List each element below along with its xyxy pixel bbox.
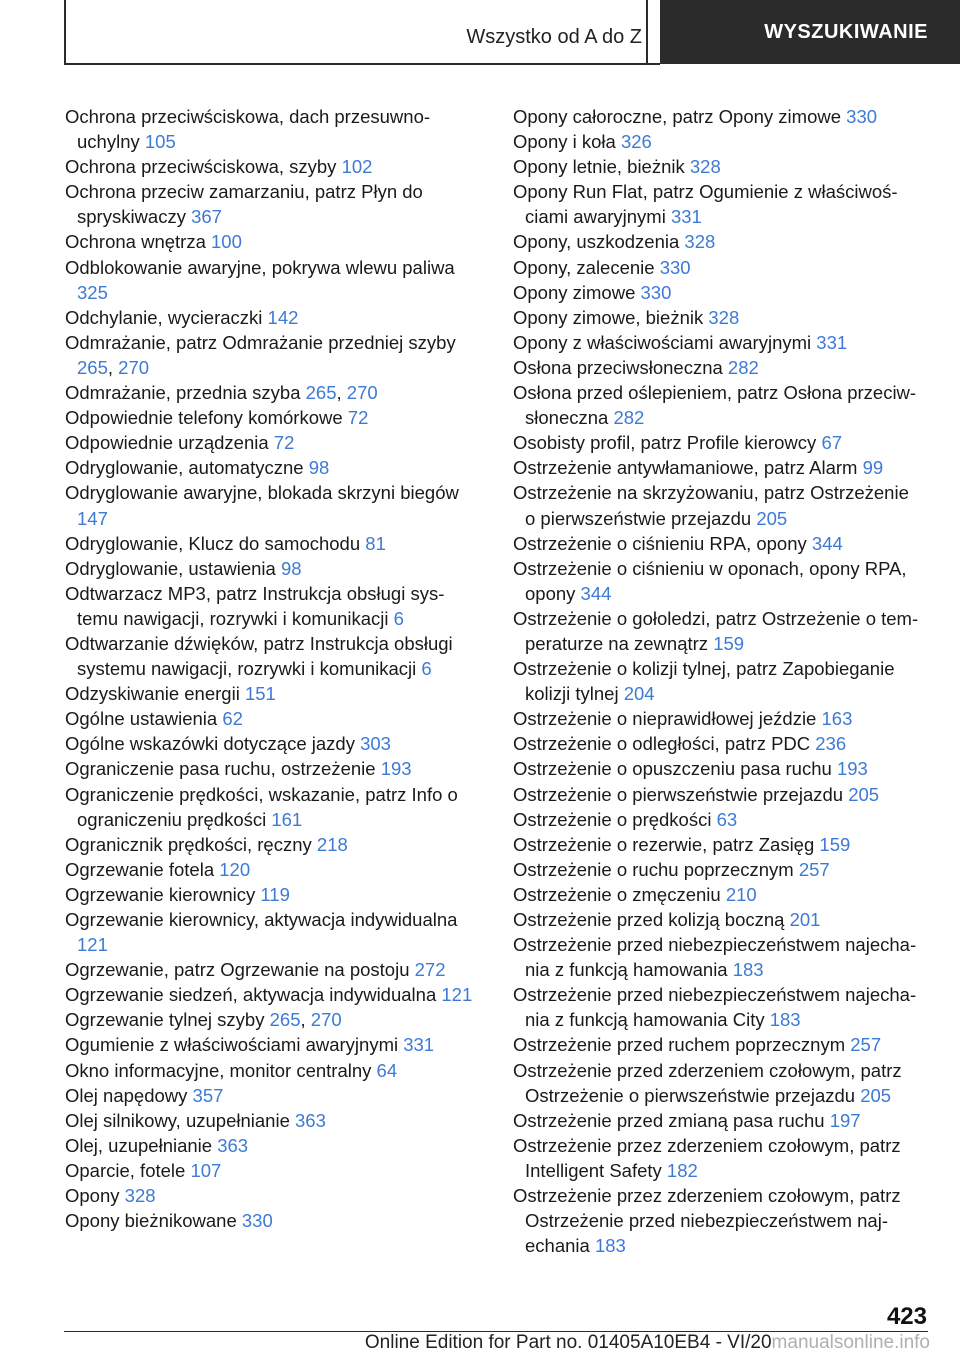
- index-entry: [65, 179, 475, 229]
- page-link[interactable]: 330: [640, 281, 672, 303]
- index-entry: [65, 857, 475, 882]
- index-entry-text: Opony, zalecenie: [513, 256, 655, 278]
- page-link[interactable]: 64: [376, 1059, 398, 1081]
- page-link[interactable]: 142: [267, 306, 299, 328]
- page-link[interactable]: 328: [124, 1185, 156, 1207]
- index-entry: [65, 1158, 475, 1183]
- page-link[interactable]: 193: [380, 758, 412, 780]
- page-link[interactable]: 183: [594, 1235, 626, 1257]
- index-entry-text: Olej silnikowy, uzupełnianie: [65, 1109, 290, 1131]
- index-entry-text: Opony zimowe, bieżnik: [513, 306, 704, 328]
- index-entry: [65, 706, 475, 731]
- index-entry-text: Opony bieżnikowane: [65, 1210, 237, 1232]
- index-entry-text: Ostrzeżenie o ruchu poprzecznym: [513, 858, 794, 880]
- index-entry-text: Ostrzeżenie przed niebezpieczeństwem najechania z funkcją hamowania City: [513, 984, 917, 1031]
- page-link[interactable]: 159: [713, 632, 745, 654]
- page-link[interactable]: 328: [708, 306, 740, 328]
- index-entry-text: Ochrona przeciw zamarzaniu, patrz Płyn do spryskiwaczy: [65, 181, 423, 228]
- index-entry-text: Odmrażanie, patrz Odmrażanie przedniej szyby: [65, 331, 456, 353]
- index-entry-text: Odzyskiwanie energii: [65, 683, 240, 705]
- page-link[interactable]: 330: [846, 106, 878, 127]
- page-link[interactable]: 265: [269, 1009, 301, 1031]
- page-link[interactable]: 193: [836, 758, 868, 780]
- page-link[interactable]: 121: [77, 934, 108, 956]
- page-link[interactable]: 120: [219, 858, 251, 880]
- index-entry-text: Odpowiednie telefony komórkowe: [65, 407, 343, 429]
- index-entry-text: Opony letnie, bieżnik: [513, 156, 685, 178]
- index-entry-text: Ogólne wskazówki dotyczące jazdy: [65, 733, 355, 755]
- index-entry-text: Odryglowanie, ustawienia: [65, 557, 276, 579]
- page-link[interactable]: 205: [848, 783, 880, 805]
- index-entry-text: Ostrzeżenie o zmęczeniu: [513, 883, 721, 905]
- index-entry: [65, 782, 475, 832]
- index-entry: Odmrażanie, patrz Odmrażanie przedniej szyby 265, 270: [65, 331, 456, 378]
- index-entry: [513, 606, 923, 656]
- page-link[interactable]: 363: [295, 1109, 326, 1131]
- page-link[interactable]: 105: [144, 131, 176, 153]
- page-link[interactable]: 201: [789, 909, 821, 930]
- index-entry-text: Ogrzewanie, patrz Ogrzewanie na postoju: [65, 959, 410, 981]
- index-entry: Odmrażanie, przednia szyba 265, 270: [65, 382, 378, 404]
- page-link[interactable]: 98: [280, 557, 302, 579]
- page-link[interactable]: 183: [769, 1009, 801, 1031]
- index-entry: [513, 154, 923, 179]
- index-entry: [513, 832, 923, 857]
- page-link[interactable]: 62: [222, 708, 243, 730]
- section-title-tab[interactable]: Wszystko od A do Z: [466, 26, 642, 48]
- page-link[interactable]: 357: [192, 1084, 224, 1106]
- index-entry: [65, 882, 475, 907]
- index-entry: [513, 656, 923, 706]
- index-entry: [65, 154, 475, 179]
- index-entry: [65, 305, 475, 330]
- footer-edition-text: Online Edition for Part no. 01405A10EB4 - VI/20: [364, 1332, 772, 1353]
- index-entry: [513, 129, 923, 154]
- page-link[interactable]: 6: [421, 658, 432, 680]
- index-entry-text: Osłona przed oślepieniem, patrz Osłona przeciwsłoneczna: [513, 382, 917, 429]
- index-entry-text: Oparcie, fotele: [65, 1159, 186, 1181]
- page-link[interactable]: 99: [862, 457, 884, 479]
- index-entry: [65, 1108, 475, 1133]
- index-entry: [513, 706, 923, 731]
- index-entry: [513, 255, 923, 280]
- index-entry-text: Ochrona przeciwściskowa, dach przesuwnouchylny: [65, 106, 431, 153]
- index-entry-text: Ogrzewanie fotela: [65, 858, 215, 880]
- index-entry: [513, 430, 923, 455]
- index-entry: [65, 756, 475, 781]
- index-entry-text: Ostrzeżenie o prędkości: [513, 808, 712, 830]
- index-entry-text: Odtwarzanie dźwięków, patrz Instrukcja obsługi systemu nawigacji, rozrywki i komunikacji: [65, 632, 453, 680]
- index-entry-text: Opony z właściwościami awaryjnymi: [513, 331, 812, 353]
- page-link[interactable]: 121: [441, 984, 473, 1006]
- index-entry: Ogrzewanie tylnej szyby 265, 270: [65, 1009, 342, 1031]
- index-entry-text: Opony całoroczne, patrz Opony zimowe: [513, 106, 842, 127]
- index-entry: [65, 255, 475, 305]
- index-entry-text: Ograniczenie pasa ruchu, ostrzeżenie: [65, 758, 376, 780]
- index-entry: [65, 1058, 475, 1083]
- page-link[interactable]: 265: [305, 382, 337, 404]
- page-link[interactable]: 236: [815, 733, 847, 755]
- page-link[interactable]: 159: [819, 833, 851, 855]
- page-link[interactable]: 218: [316, 833, 348, 855]
- page-link[interactable]: 325: [77, 281, 108, 303]
- index-entry-text: Ogrzewanie kierownicy: [65, 883, 256, 905]
- header-left-rule: [64, 0, 66, 64]
- page-link[interactable]: 363: [217, 1134, 249, 1156]
- page-link[interactable]: 331: [816, 331, 848, 353]
- index-entry: [513, 756, 923, 781]
- page-link[interactable]: 272: [414, 959, 446, 981]
- index-entry: [513, 229, 923, 254]
- index-entry-text: Ostrzeżenie o pierwszeństwie przejazdu: [513, 783, 844, 805]
- index-entry-text: Ostrzeżenie o gołoledzi, patrz Ostrzeżenie o temperaturze na zewnątrz: [513, 607, 919, 654]
- index-entry-text: Opony i koła: [513, 131, 616, 153]
- search-tab[interactable]: [660, 0, 960, 64]
- index-entry-text: Ostrzeżenie przed ruchem poprzecznym: [513, 1034, 846, 1056]
- index-entry: [65, 907, 475, 957]
- page-link[interactable]: 344: [811, 532, 843, 554]
- index-entry: [65, 405, 475, 430]
- index-entry-text: Odryglowanie, automatyczne: [65, 457, 304, 479]
- index-entry: [65, 581, 475, 631]
- page-link[interactable]: 328: [684, 231, 716, 253]
- page-link[interactable]: 257: [798, 858, 830, 880]
- index-entry: [513, 104, 923, 129]
- index-entry-text: Odchylanie, wycieraczki: [65, 306, 263, 328]
- index-column-left: [65, 104, 475, 1233]
- index-entry-text: Ostrzeżenie o ciśnieniu RPA, opony: [513, 532, 807, 554]
- index-entry-text: Ostrzeżenie przed zderzeniem czołowym, patrz Ostrzeżenie o pierwszeństwie przejazdu: [513, 1059, 902, 1106]
- index-entry: [65, 430, 475, 455]
- index-entry: [65, 1133, 475, 1158]
- index-entry: [513, 1032, 923, 1057]
- index-entry: [65, 1208, 475, 1233]
- page-link[interactable]: 331: [403, 1034, 435, 1056]
- page-link[interactable]: 270: [346, 382, 378, 404]
- page-link[interactable]: 151: [244, 683, 276, 705]
- index-entry-text: Odryglowanie, Klucz do samochodu: [65, 532, 361, 554]
- page-link[interactable]: 282: [613, 407, 645, 429]
- index-entry-text: Ostrzeżenie na skrzyżowaniu, patrz Ostrzeżenie o pierwszeństwie przejazdu: [513, 482, 909, 529]
- index-entry-text: Ostrzeżenie przed kolizją boczną: [513, 909, 785, 930]
- index-entry-text: Olej, uzupełnianie: [65, 1134, 213, 1156]
- index-entry: [513, 857, 923, 882]
- index-entry: [513, 179, 923, 229]
- index-entry-text: Ogranicznik prędkości, ręczny: [65, 833, 312, 855]
- page-link[interactable]: 205: [756, 507, 788, 529]
- index-entry: [65, 832, 475, 857]
- index-entry-text: Opony zimowe: [513, 281, 636, 303]
- index-entry-text: Ostrzeżenie o rezerwie, patrz Zasięg: [513, 833, 815, 855]
- index-entry: [65, 1083, 475, 1108]
- index-entry: [513, 330, 923, 355]
- search-tab-label: WYSZUKIWANIE: [764, 20, 928, 43]
- index-entry: [513, 1183, 923, 1258]
- index-entry-text: Ochrona wnętrza: [65, 231, 206, 253]
- page-link[interactable]: 344: [580, 582, 612, 604]
- page-link[interactable]: 331: [670, 206, 702, 228]
- index-entry-text: Ostrzeżenie o odległości, patrz PDC: [513, 733, 811, 755]
- page-link[interactable]: 63: [716, 808, 738, 830]
- index-entry: [65, 455, 475, 480]
- page-link[interactable]: 197: [829, 1109, 861, 1131]
- page-link[interactable]: 98: [308, 457, 330, 479]
- page-link[interactable]: 328: [689, 156, 721, 178]
- index-entry: [65, 982, 475, 1007]
- index-entry: [65, 1032, 475, 1057]
- page-link[interactable]: 204: [623, 683, 655, 705]
- page-link[interactable]: 330: [659, 256, 691, 278]
- index-entry-text: Ogrzewanie tylnej szyby: [65, 1009, 265, 1031]
- index-entry: [513, 782, 923, 807]
- index-entry: [513, 882, 923, 907]
- index-entry: [513, 807, 923, 832]
- index-entry-text: Opony, uszkodzenia: [513, 231, 680, 253]
- index-entry-text: Odtwarzacz MP3, patrz Instrukcja obsługi systemu nawigacji, rozrywki i komunikacji: [65, 582, 445, 629]
- page-link[interactable]: 119: [260, 883, 290, 905]
- page-link[interactable]: 257: [850, 1034, 882, 1056]
- index-entry-text: Opony: [65, 1185, 120, 1207]
- index-entry-text: Ostrzeżenie przez zderzeniem czołowym, patrz Intelligent Safety: [513, 1134, 901, 1181]
- page-link[interactable]: 163: [821, 708, 853, 730]
- index-entry: [65, 631, 475, 681]
- index-entry-text: Ogumienie z właściwościami awaryjnymi: [65, 1034, 399, 1056]
- index-entry-text: Osobisty profil, patrz Profile kierowcy: [513, 432, 817, 454]
- index-entry: [513, 932, 923, 982]
- index-entry: [65, 556, 475, 581]
- page-link[interactable]: 210: [725, 883, 757, 905]
- index-entry: [513, 1108, 923, 1133]
- index-entry: [65, 957, 475, 982]
- index-entry: [65, 104, 475, 154]
- page-link[interactable]: 367: [191, 206, 222, 228]
- footer-site-watermark: manualsonline.info: [771, 1332, 930, 1353]
- index-entry-text: Ogrzewanie siedzeń, aktywacja indywidualna: [65, 984, 437, 1006]
- index-column-right: [513, 104, 923, 1258]
- page-link[interactable]: 100: [211, 231, 242, 253]
- page-link[interactable]: 270: [310, 1009, 342, 1031]
- index-entry: [65, 229, 475, 254]
- index-entry-text: Odmrażanie, przednia szyba: [65, 382, 301, 404]
- index-entry: [513, 480, 923, 530]
- page-number: 423: [886, 1303, 927, 1330]
- index-entry: [513, 355, 923, 380]
- index-entry-text: Odryglowanie awaryjne, blokada skrzyni biegów: [65, 482, 459, 504]
- index-entry-text: Ostrzeżenie o ciśnieniu w oponach, opony RPA, opony: [513, 557, 907, 604]
- index-entry-text: Odblokowanie awaryjne, pokrywa wlewu paliwa: [65, 256, 455, 278]
- index-entry-text: Opony Run Flat, patrz Ogumienie z właściwościami awaryjnymi: [513, 181, 898, 228]
- index-entry: [513, 1133, 923, 1183]
- index-entry-text: Ostrzeżenie przed zmianą pasa ruchu: [513, 1109, 825, 1131]
- page-link[interactable]: 6: [393, 607, 404, 629]
- footer-edition: [0, 1332, 930, 1354]
- index-entry: [513, 305, 923, 330]
- index-entry: [513, 731, 923, 756]
- page-link[interactable]: 102: [341, 156, 373, 178]
- index-entry-text: Okno informacyjne, monitor centralny: [65, 1059, 372, 1081]
- index-entry-text: Ogólne ustawienia: [65, 708, 218, 730]
- index-entry: [513, 531, 923, 556]
- index-entry-text: Osłona przeciwsłoneczna: [513, 356, 723, 378]
- page-link[interactable]: 182: [666, 1159, 698, 1181]
- page-link[interactable]: 72: [347, 407, 369, 429]
- page-link[interactable]: 81: [365, 532, 386, 554]
- index-entry-text: Olej napędowy: [65, 1084, 188, 1106]
- index-entry-text: Ograniczenie prędkości, wskazanie, patrz Info o ograniczeniu prędkości: [65, 783, 458, 830]
- index-entry: [65, 731, 475, 756]
- page-link[interactable]: 303: [360, 733, 391, 755]
- index-entry: [513, 556, 923, 606]
- index-entry-text: Ostrzeżenie o kolizji tylnej, patrz Zapobieganie kolizji tylnej: [513, 658, 895, 705]
- page-link[interactable]: 326: [620, 131, 652, 153]
- index-entry: [513, 455, 923, 480]
- index-entry: [513, 1058, 923, 1108]
- index-entry: [65, 480, 475, 530]
- index-entry-text: Ochrona przeciwściskowa, szyby: [65, 156, 337, 178]
- index-entry-text: Ostrzeżenie o nieprawidłowej jeździe: [513, 708, 817, 730]
- index-entry-text: Ostrzeżenie przez zderzeniem czołowym, patrz Ostrzeżenie przed niebezpieczeństwem najechania: [513, 1185, 901, 1257]
- index-entry-text: Odpowiednie urządzenia: [65, 432, 269, 454]
- page-link[interactable]: 147: [77, 507, 108, 529]
- index-entry: [65, 531, 475, 556]
- page-link[interactable]: 161: [271, 808, 303, 830]
- index-entry-text: Ogrzewanie kierownicy, aktywacja indywidualna: [65, 909, 458, 930]
- page-link[interactable]: 183: [732, 959, 764, 981]
- index-entry: [513, 907, 923, 932]
- page-link[interactable]: 282: [727, 356, 759, 378]
- index-entry: [513, 982, 923, 1032]
- page-link[interactable]: 205: [860, 1084, 892, 1106]
- header-divider-rule: [646, 0, 648, 64]
- index-entry: [65, 681, 475, 706]
- index-entry: [65, 1183, 475, 1208]
- page-link[interactable]: 72: [273, 432, 295, 454]
- page-link[interactable]: 67: [821, 432, 843, 454]
- page-link[interactable]: 270: [118, 356, 150, 378]
- index-entry: [513, 280, 923, 305]
- index-entry: [513, 380, 923, 430]
- index-entry-text: Ostrzeżenie przed niebezpieczeństwem najechania z funkcją hamowania: [513, 934, 917, 981]
- header-bottom-rule: [64, 63, 660, 65]
- page-link[interactable]: 107: [190, 1159, 222, 1181]
- index-entry-text: Ostrzeżenie o opuszczeniu pasa ruchu: [513, 758, 832, 780]
- page-link[interactable]: 330: [241, 1210, 273, 1232]
- page-link[interactable]: 265: [77, 356, 108, 378]
- index-entry-text: Ostrzeżenie antywłamaniowe, patrz Alarm: [513, 457, 858, 479]
